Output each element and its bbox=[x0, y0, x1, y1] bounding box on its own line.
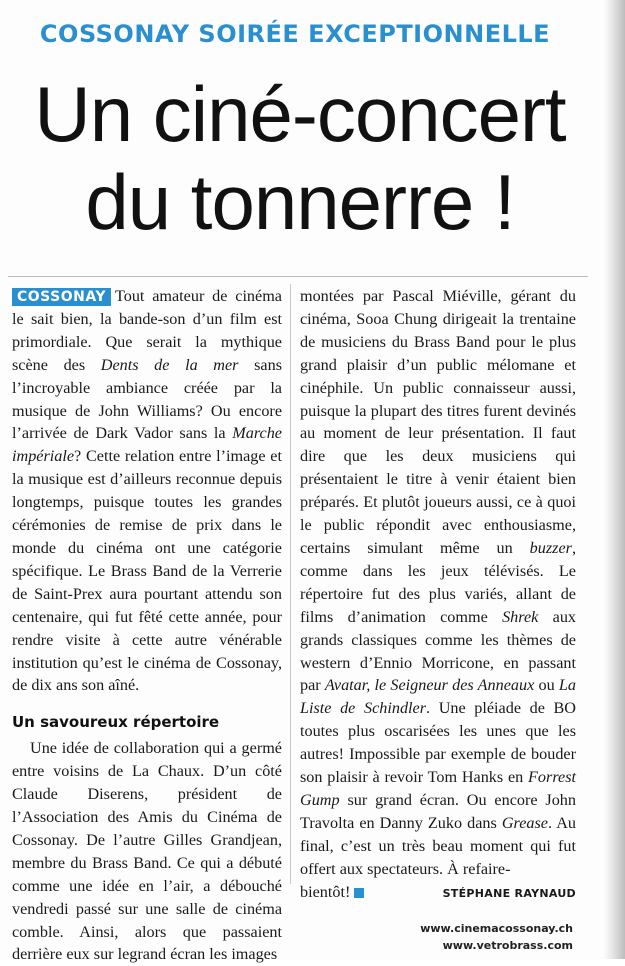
headline-line-2: du tonnerre ! bbox=[85, 158, 515, 246]
body-text-7: . Au final, c’est un très beau moment qui fut offert aux spectateurs. À refaire- bbox=[300, 813, 576, 878]
body-paragraph-right bbox=[300, 285, 576, 881]
body-text-1: montées par Pascal Miéville, gérant du cinéma, Sooa Chung dirigeait la trentaine de musiciens du Brass Band pour le plus grand plaisir d’un public mélomane et cinéphile. Un public connaisseur aussi, puisque la plupart des titres furent devinés au moment de leur présentation. Il faut dire que les deux musiciens qui présentaient le titre à venir étaient bien préparés. Et plutôt joueurs aussi, ce à quoi le public répondit avec enthousiasme, certains simulant même un bbox=[300, 287, 576, 557]
body-paragraph-left: Une idée de collaboration qui a germé entre voisins de La Chaux. D’un côté Claude Diserens, président de l’Association des Amis du Cinéma de Cossonay. De l’autre Gilles Grandjean, membre du Brass Band. Ce qui a débuté comme une idée en l’air, a débouché vendredi passé sur une salle de cinéma comble. Ainsi, alors que passaient derrière eux sur legrand écran les images bbox=[12, 739, 282, 964]
section-kicker: COSSONAY SOIRÉE EXCEPTIONNELLE bbox=[39, 20, 551, 48]
signoff-line bbox=[300, 881, 576, 906]
headline-rule bbox=[8, 276, 588, 277]
body-italic-2: Shrek bbox=[502, 607, 539, 626]
article-column-left bbox=[12, 285, 282, 966]
lead-film-title-1: Dents de la mer bbox=[100, 355, 239, 374]
subheading: Un savoureux répertoire bbox=[12, 713, 220, 732]
end-mark-icon bbox=[354, 888, 364, 898]
lead-text-1: Tout amateur de cinéma le sait bien, la bande-son d’un film est primordiale. Que serait la mythique scène des bbox=[12, 287, 282, 374]
lead-text-2: sans l’incroyable ambiance créée par la musique de John Williams? Ou encore l’arrivée de Dark Vador sans la bbox=[12, 355, 282, 443]
website-link-cinema[interactable]: www.cinemacossonay.ch bbox=[420, 922, 573, 935]
website-list bbox=[420, 920, 573, 954]
body-italic-6: Grease bbox=[501, 813, 548, 832]
byline: STÉPHANE RAYNAUD bbox=[442, 886, 576, 900]
body-italic-4: La Liste de Schindler bbox=[300, 676, 577, 718]
column-divider bbox=[290, 284, 291, 884]
body-text-6: sur grand écran. Ou encore John Travolta en Danny Zuko dans bbox=[300, 790, 576, 832]
closing-word-wrap bbox=[300, 881, 364, 904]
page-edge-shadow bbox=[603, 0, 625, 959]
body-text-3: aux grands classiques comme les thèmes de western d’Ennio Morricone, en passant par bbox=[300, 607, 577, 695]
body-text-2: , comme dans les jeux télévisés. Le répertoire fut des plus variés, allant de films d’animation comme bbox=[300, 538, 576, 626]
lead-film-title-2: Marche impériale bbox=[12, 424, 282, 466]
article-column-right bbox=[300, 285, 576, 905]
location-tag: COSSONAY bbox=[12, 288, 111, 306]
headline bbox=[0, 70, 600, 246]
lead-paragraph bbox=[12, 285, 282, 697]
body-italic-5: Forrest Gump bbox=[300, 768, 576, 809]
body-italic-3: Avatar, le Seigneur des Anneaux bbox=[324, 676, 535, 695]
body-text-5: . Une pléiade de BO toutes plus oscarisées les unes que les autres! Impossible par exemple de bouder son plaisir à revoir Tom Hanks en bbox=[300, 699, 576, 787]
closing-word: bientôt! bbox=[300, 882, 351, 901]
lead-text-3: ? Cette relation entre l’image et la musique est d’ailleurs reconnue depuis longtemps, puisque toutes les grandes cérémonies de remise de prix dans le monde du cinéma ont une catégorie spécifique. Le Brass Band de la Verrerie de Saint-Prex aura pourtant attendu son centenaire, qui fut fêté cette année, pour rendre visite à cette autre vénérable institution qu’est le cinéma de Cossonay, de dix ans son aîné. bbox=[12, 447, 282, 695]
body-text-4: ou bbox=[534, 676, 559, 695]
website-link-vetrobrass[interactable]: www.vetrobrass.com bbox=[442, 939, 573, 952]
headline-line-1: Un ciné-concert bbox=[34, 70, 566, 158]
body-italic-1: buzzer bbox=[529, 538, 572, 557]
